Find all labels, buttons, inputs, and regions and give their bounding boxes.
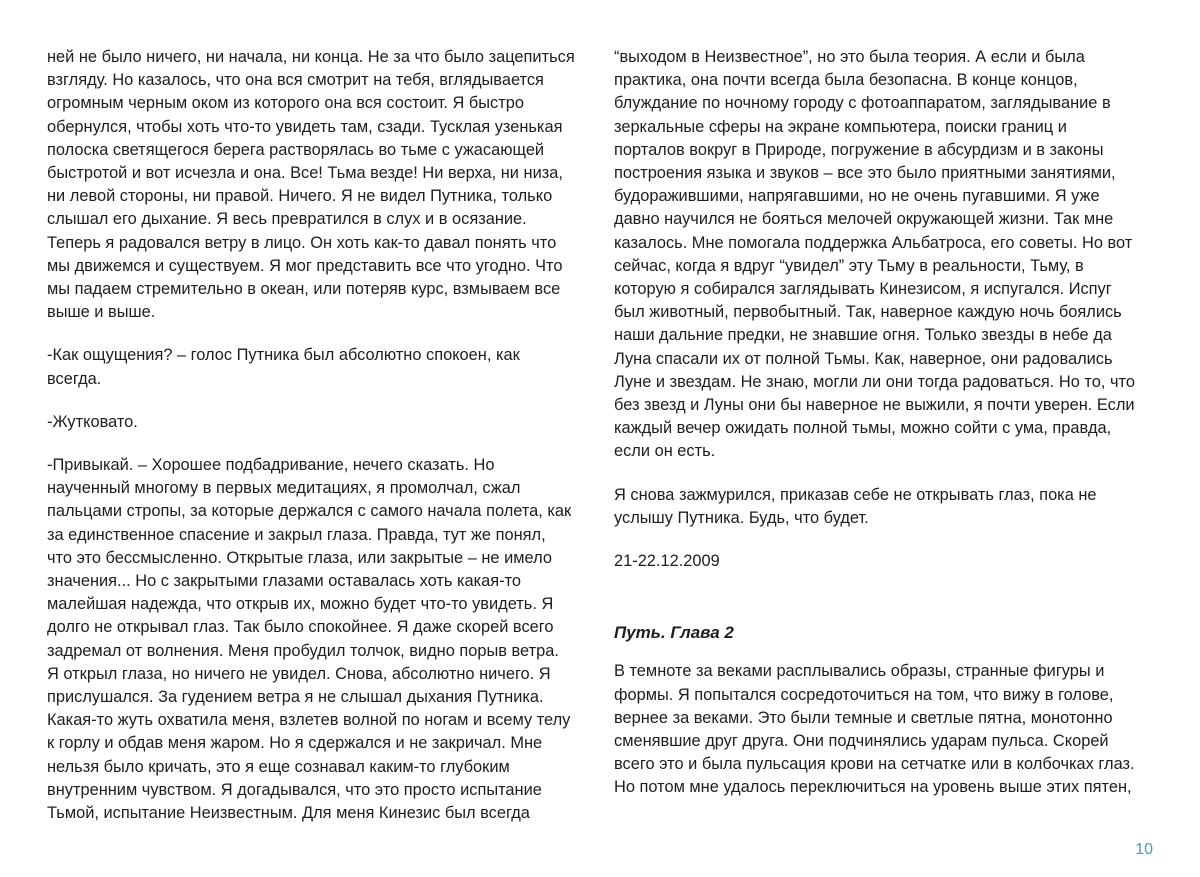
dialogue-paragraph: -Жутковато. [47, 412, 138, 431]
paragraph: “выходом в Неизвестное”, но это была теория. А если и была практика, она почти всегда была безопасна. В конце концов, блуждание по ночному городу с фотоаппаратом, заглядывание в зеркальные сферы на экране компьютера, поиски границ и порталов вокруг в Природе, погружение в абсурдизм и в законы построения языка и звуков – все это было приятными занятиями, будоражившими, напрягавшими, но не очень пугавшими. Я уже давно научился не бояться мелочей окружающей жизни. Так мне казалось. Мне помогала поддержка Альбатроса, его советы. Но вот сейчас, когда я вдруг “увидел” эту Тьму в реальности, Тьму, в которую я собирался заглядывать Кинезисом, я испугался. Испуг был животный, первобытный. Так, наверное каждую ночь боялись наши дальние предки, не знавшие огня. Только звезды в небе да Луна спасали их от полной Тьмы. Как, наверное, они радовались Луне и звездам. Не знаю, могли ли они тогда радоваться. Но то, что без звезд и Луны они бы наверное не выжили, я почти уверен. Если каждый вечер ожидать полной тьмы, можно сойти с ума, правда, если он есть. [614, 48, 1135, 461]
paragraph: ней не было ничего, ни начала, ни конца. Не за что было зацепиться взгляду. Но казалось, что она вся смотрит на тебя, вглядывается огромным черным оком из которого она вся состоит. Я быстро обернулся, чтобы хоть что-то увидеть там, сзади. Тусклая узенькая полоска светящегося берега растворялась во тьме с ужасающей быстротой и вот исчезла и она. Все! Тьма везде! Ни верха, ни низа, ни левой стороны, ни правой. Ничего. Я не видел Путника, только слышал его дыхание. Я весь превратился в слух и в осязание. Теперь я радовался ветру в лицо. Он хоть как-то давал понять что мы движемся и существуем. Я мог представить все что угодно. Что мы падаем стремительно в океан, или потеряв курс, взмываем все выше и выше. [47, 48, 575, 322]
chapter-title: Путь. Глава 2 [614, 623, 734, 643]
dialogue-paragraph: -Как ощущения? – голос Путника был абсолютно спокоен, как всегда. [47, 346, 520, 388]
right-column [614, 46, 1149, 820]
left-column [47, 46, 582, 845]
paragraph: В темноте за веками расплывались образы, странные фигуры и формы. Я попытался сосредоточиться на том, что вижу в голове, вернее за веками. Это были темные и светлые пятна, монотонно сменявшие друг друга. Они подчинялись ударам пульса. Скорей всего это и была пульсация крови на сетчатке или в колбочках глаз. Но потом мне удалось переключиться на уровень выше этих пятен, [614, 662, 1135, 797]
paragraph: Я снова зажмурился, приказав себе не открывать глаз, пока не услышу Путника. Будь, что будет. [614, 485, 1097, 527]
page-number: 10 [1135, 841, 1153, 858]
paragraph: -Привыкай. – Хорошее подбадривание, нечего сказать. Но наученный многому в первых медитациях, я промолчал, сжал пальцами стропы, за которые держался с самого начала полета, как за единственное спасение и закрыл глаза. Правда, тут же понял, что это бессмысленно. Открытые глаза, или закрытые – не имело значения... Но с закрытыми глазами оставалась хоть какая-то малейшая надежда, что открыв их, можно будет что-то увидеть. Я долго не открывал глаз. Так было спокойнее. Я даже скорей всего задремал от волнения. Меня пробудил толчок, видно порыв ветра. Я открыл глаза, но ничего не увидел. Снова, абсолютно ничего. Я прислушался. За гудением ветра я не слышал дыхания Путника. Какая-то жуть охватила меня, взлетев волной по ногам и всему телу к горлу и обдав меня жаром. Но я сдержался и не закричал. Мне нельзя было кричать, это я еще сознавал каким-то глубоким внутренним чувством. Я догадывался, что это просто испытание Тьмой, испытание Неизвестным. Для меня Кинезис был всегда [47, 456, 572, 823]
date: 21-22.12.2009 [614, 552, 720, 571]
